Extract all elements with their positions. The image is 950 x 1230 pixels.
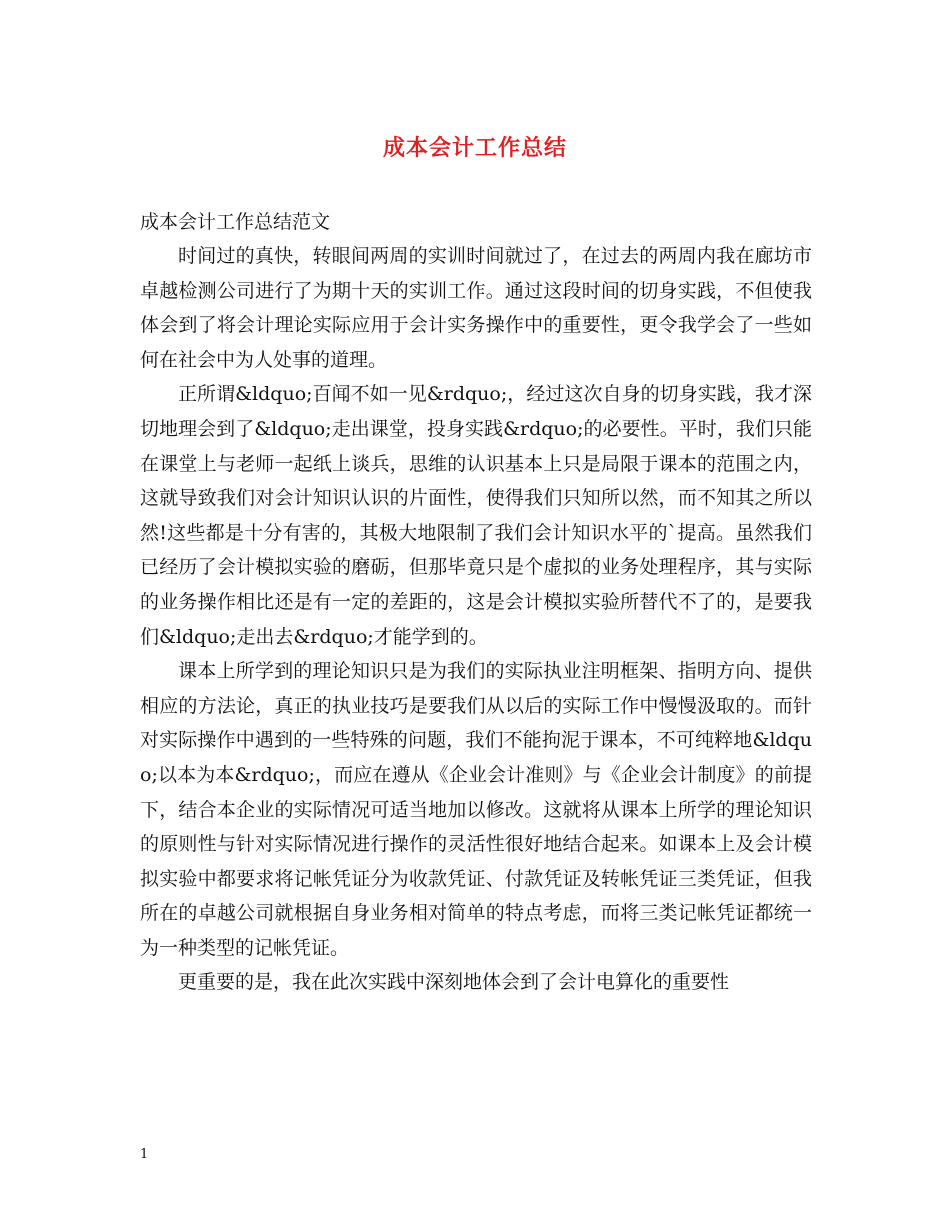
paragraph-4: 更重要的是，我在此次实践中深刻地体会到了会计电算化的重要性: [178, 971, 730, 994]
paragraph-1: 时间过的真快，转眼间两周的实训时间就过了，在过去的两周内我在廊坊市卓越检测公司进行了为期十天的实训工作。通过这段时间的切身实践，不但使我体会到了将会计理论实际应用于会计实务操作中的重要性，更令我学会了一些如何在社会中为人处事的道理。: [140, 245, 812, 371]
page-number: 1: [140, 1147, 149, 1162]
document-body: [140, 205, 812, 1000]
paragraph-2: 正所谓&ldquo;百闻不如一见&rdquo;，经过这次自身的切身实践，我才深切地理会到了&ldquo;走出课堂，投身实践&rdquo;的必要性。平时，我们只能在课堂上与老师一起纸上谈兵，思维的认识基本上只是局限于课本的范围之内，这就导致我们对会计知识认识的片面性，使得我们只知所以然，而不知其之所以然!这些都是十分有害的，其极大地限制了我们会计知识水平的`提高。虽然我们已经历了会计模拟实验的磨砺，但那毕竟只是个虚拟的业务处理程序，其与实际的业务操作相比还是有一定的差距的，这是会计模拟实验所替代不了的，是要我们&ldquo;走出去&rdquo;才能学到的。: [140, 383, 812, 648]
paragraph-3: 课本上所学到的理论知识只是为我们的实际执业注明框架、指明方向、提供相应的方法论，真正的执业技巧是要我们从以后的实际工作中慢慢汲取的。而针对实际操作中遇到的一些特殊的问题，我们不能拘泥于课本，不可纯粹地&ldquo;以本为本&rdquo;，而应在遵从《企业会计准则》与《企业会计制度》的前提下，结合本企业的实际情况可适当地加以修改。这就将从课本上所学的理论知识的原则性与针对实际情况进行操作的灵活性很好地结合起来。如课本上及会计模拟实验中都要求将记帐凭证分为收款凭证、付款凭证及转帐凭证三类凭证，但我所在的卓越公司就根据自身业务相对简单的特点考虑，而将三类记帐凭证都统一为一种类型的记帐凭证。: [140, 660, 812, 959]
document-title: 成本会计工作总结: [382, 135, 567, 161]
document-subtitle: 成本会计工作总结范文: [140, 211, 331, 233]
